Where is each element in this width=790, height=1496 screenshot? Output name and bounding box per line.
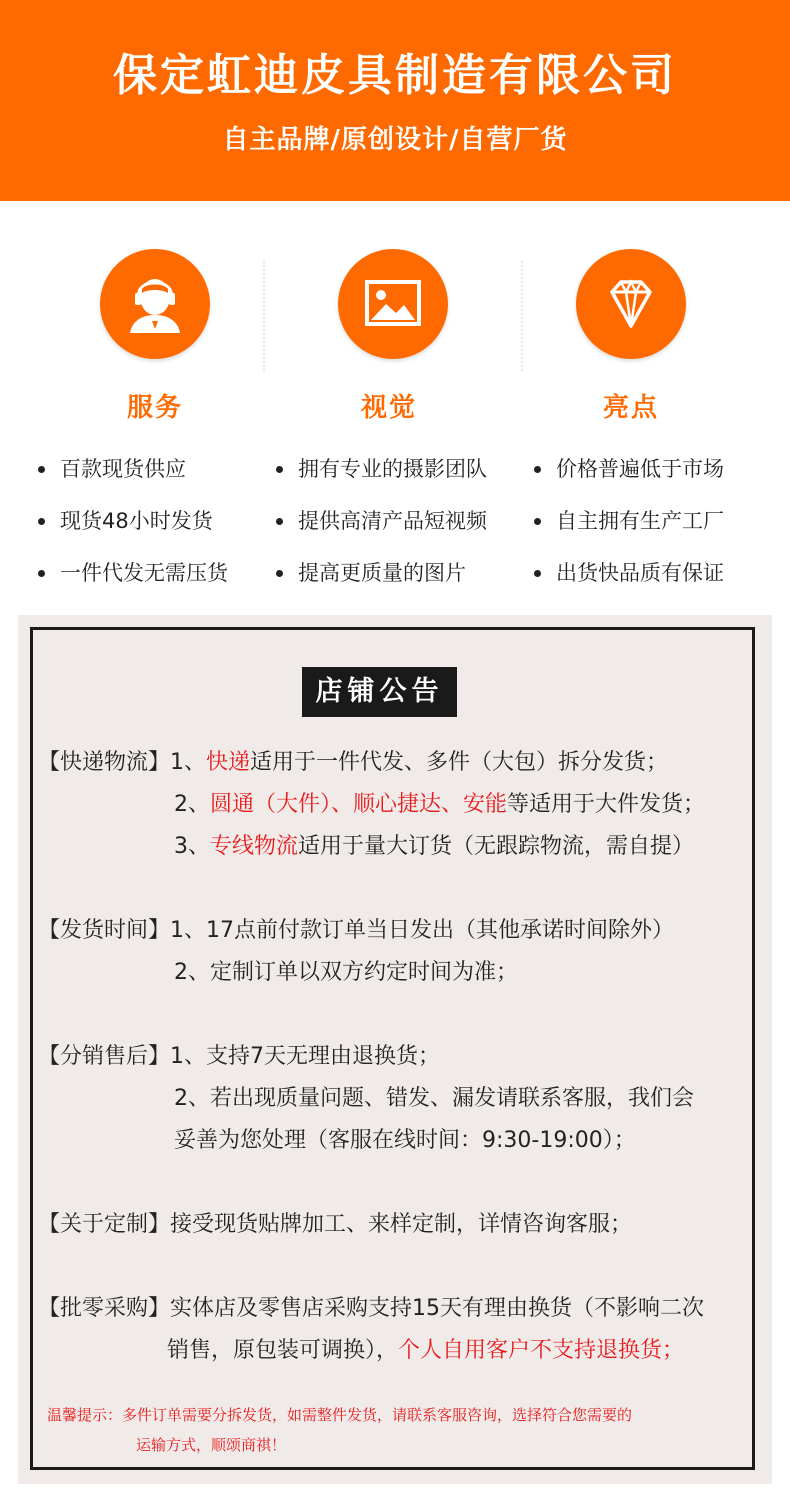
delivery-line-2: 2、定制订单以双方约定时间为准； (174, 960, 518, 985)
line-text: 1、17点前付款订单当日发出（其他承诺时间除外） (170, 918, 675, 943)
highlight-text: 圆通（大件）、顺心捷达、安能 (210, 792, 508, 817)
line-text: 1、支持7天无理由退换货； (170, 1044, 441, 1069)
line-number: 2、 (174, 792, 210, 817)
line-text: 销售，原包装可调换）， (167, 1338, 399, 1363)
line-number: 3、 (174, 834, 210, 859)
after-sales-line-3: 妥善为您处理（客服在线时间：9:30-19:00）； (174, 1128, 636, 1153)
after-sales-line-2: 2、若出现质量问题、错发、漏发请联系客服，我们会 (174, 1086, 694, 1111)
highlight-text: 个人自用客户不支持退换货； (398, 1338, 685, 1363)
store-notice (30, 627, 755, 1470)
list-item: 价格普遍低于市场 (534, 451, 724, 503)
line-number: 1、 (170, 750, 207, 775)
shipping-line-3 (174, 832, 694, 862)
shipping-line-1 (38, 748, 668, 778)
feature-title: 视觉 (360, 393, 417, 423)
section-label: 【快递物流】 (38, 750, 171, 775)
feature-list (534, 451, 724, 607)
feature-visual (268, 201, 518, 615)
image-icon (338, 249, 448, 359)
company-name: 保定虹迪皮具制造有限公司 (113, 50, 677, 101)
list-item: 一件代发无需压货 (38, 555, 228, 607)
highlight-text: 专线物流 (210, 834, 299, 859)
wholesale-line-2 (167, 1336, 684, 1366)
delivery-line-1 (38, 916, 674, 946)
company-slogan: 自主品牌/原创设计/自营厂货 (222, 125, 568, 155)
list-item: 拥有专业的摄影团队 (276, 451, 487, 503)
shipping-line-2 (174, 790, 705, 820)
section-label: 【关于定制】 (38, 1212, 171, 1237)
list-item: 自主拥有生产工厂 (534, 503, 724, 555)
header-banner (0, 0, 790, 201)
line-text: 适用于一件代发、多件（大包）拆分发货； (250, 750, 669, 775)
section-label: 【发货时间】 (38, 918, 171, 943)
features-section (0, 201, 790, 615)
list-item: 提高更质量的图片 (276, 555, 487, 607)
list-item: 现货48小时发货 (38, 503, 228, 555)
diamond-icon (576, 249, 686, 359)
highlight-text: 快递 (206, 750, 251, 775)
list-item: 百款现货供应 (38, 451, 228, 503)
tip-line-2: 运输方式，顺颂商祺！ (136, 1436, 287, 1454)
tip-line-1: 温馨提示：多件订单需要分拆发货，如需整件发货，请联系客服咨询，选择符合您需要的 (47, 1406, 633, 1424)
custom-line-1 (38, 1210, 632, 1240)
line-text: 等适用于大件发货； (507, 792, 706, 817)
wholesale-line-1 (38, 1294, 704, 1324)
feature-title: 亮点 (602, 393, 659, 423)
notice-title: 店铺公告 (302, 667, 457, 717)
line-text: 实体店及零售店采购支持15天有理由换货（不影响二次 (170, 1296, 705, 1321)
feature-title: 服务 (126, 393, 183, 423)
section-label: 【分销售后】 (38, 1044, 171, 1069)
line-text: 适用于量大订货（无跟踪物流，需自提） (298, 834, 695, 859)
customer-service-icon (100, 249, 210, 359)
column-divider (521, 261, 523, 371)
list-item: 提供高清产品短视频 (276, 503, 487, 555)
feature-list (276, 451, 487, 607)
list-item: 出货快品质有保证 (534, 555, 724, 607)
section-label: 【批零采购】 (38, 1296, 171, 1321)
feature-list (38, 451, 228, 607)
line-text: 接受现货贴牌加工、来样定制，详情咨询客服； (170, 1212, 633, 1237)
feature-service (30, 201, 280, 615)
after-sales-line-1 (38, 1042, 440, 1072)
feature-highlight (526, 201, 776, 615)
